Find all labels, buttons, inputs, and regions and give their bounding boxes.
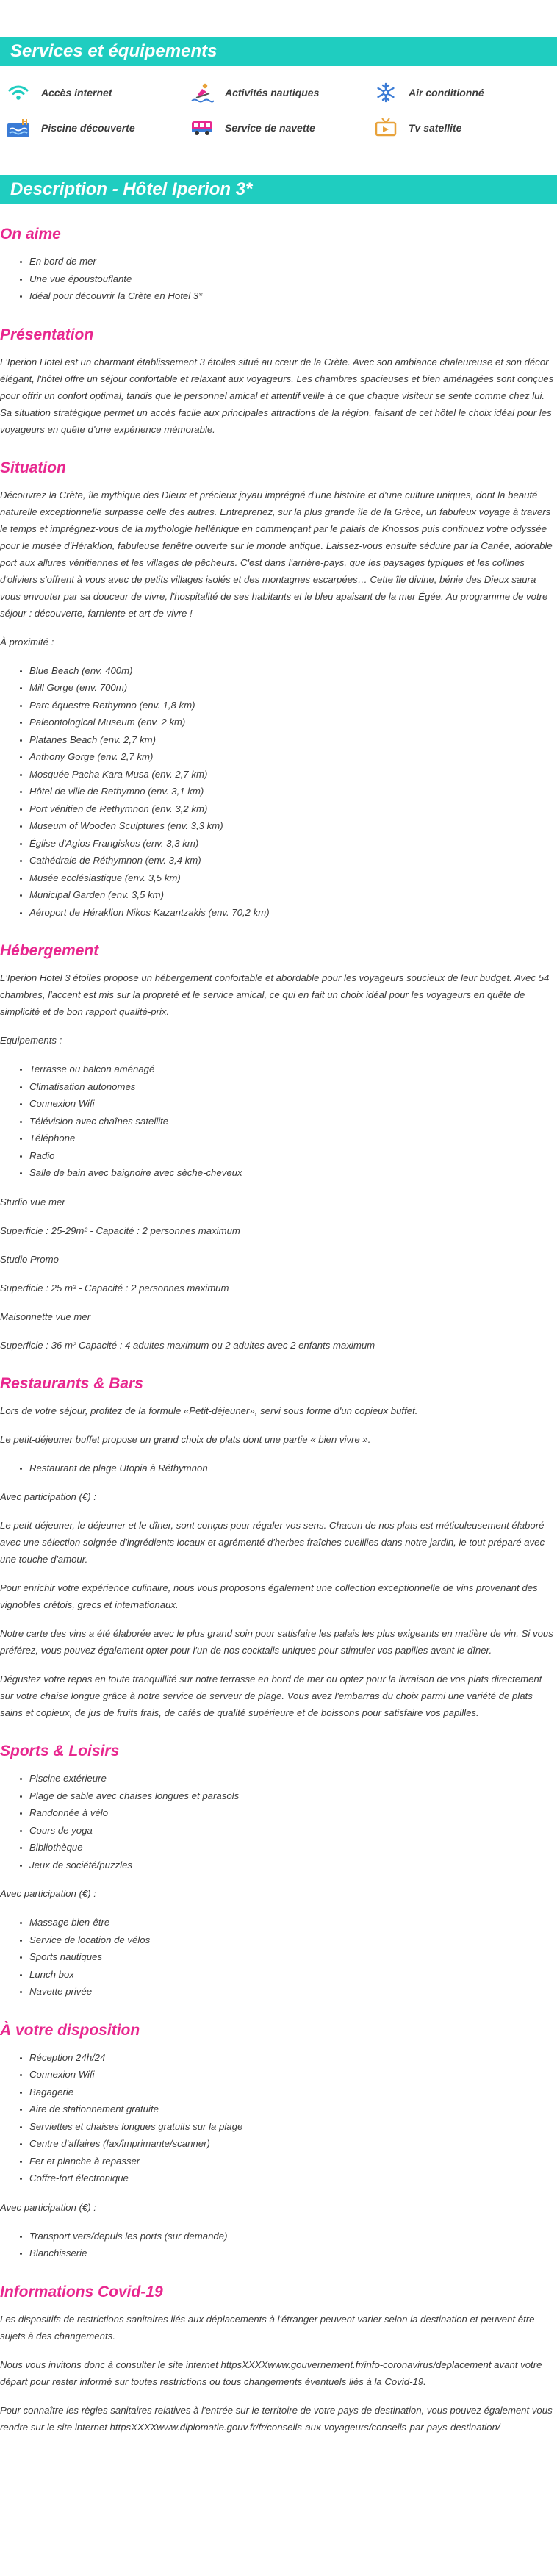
service-internet: [6, 81, 190, 104]
list-item: • Connexion Wifi: [29, 2066, 557, 2084]
covid-text: Pour connaître les règles sanitaires relatives à l'entrée sur le territoire de votre pays de destination, vous pouvez également vous rendre sur le site internet httpsXXXXwww.diplomatie.gouv.fr/fr/conseils-aux-voyageurs/conseils-par-pays-destination/: [0, 2404, 553, 2433]
list-item: • Service de location de vélos: [29, 1931, 557, 1949]
list-item: • Mill Gorge (env. 700m): [29, 679, 557, 697]
services-header: Services et équipements: [0, 37, 557, 66]
covid-text: Nous vous invitons donc à consulter le site internet httpsXXXXwww.gouvernement.fr/info-coronavirus/deplacement avant votre départ pour rester informé sur toutes restrictions ou tous changements éventuels liés à la Covid-19.: [0, 2358, 542, 2387]
service-pool: [6, 116, 190, 140]
list-item: • Blue Beach (env. 400m): [29, 662, 557, 680]
list-item: • Cours de yoga: [29, 1822, 557, 1840]
list-item: • Salle de bain avec baignoire avec sèche-cheveux: [29, 1164, 557, 1182]
description-content: [0, 225, 557, 2436]
list-item: • Jeux de société/puzzles: [29, 1856, 557, 1874]
service-label: Activités nautiques: [225, 87, 320, 98]
list-item: • Sports nautiques: [29, 1948, 557, 1966]
restaurants-text: Lors de votre séjour, profitez de la formule «Petit-déjeuner», servi sous forme d'un copieux buffet.: [0, 1404, 418, 1416]
equipements-list: [0, 1061, 557, 1182]
restaurants-text: Le petit-déjeuner, le déjeuner et le dîner, sont conçus pour régaler vos sens. Chacun de nos plats est méticuleusement élaboré avec une sélection soignée d'ingrédients locaux et agrémenté d'herbes fraîches cueillies dans notre jardin, le tout préparé avec une touche d'amour.: [0, 1520, 545, 1565]
list-item: • Hôtel de ville de Rethymno (env. 3,1 km): [29, 783, 557, 800]
service-label: Service de navette: [225, 122, 315, 134]
list-item: • Randonnée à vélo: [29, 1804, 557, 1822]
list-item: • Serviettes et chaises longues gratuits sur la plage: [29, 2118, 557, 2136]
service-label: Accès internet: [41, 87, 112, 98]
covid-title: Informations Covid-19: [0, 2283, 163, 2300]
list-item: • Paleontological Museum (env. 2 km): [29, 714, 557, 731]
list-item: • Centre d'affaires (fax/imprimante/scanner): [29, 2135, 557, 2153]
service-air-conditioning: [373, 81, 557, 104]
room-details: Superficie : 36 m² Capacité : 4 adultes maximum ou 2 adultes avec 2 enfants maximum: [0, 1339, 375, 1351]
sports-list: [0, 1770, 557, 1873]
list-item: • Télévision avec chaînes satellite: [29, 1113, 557, 1130]
list-item: • Transport vers/depuis les ports (sur demande): [29, 2228, 557, 2245]
description-header: Description - Hôtel Iperion 3*: [0, 175, 557, 204]
proximity-list: [0, 662, 557, 922]
list-item: • Connexion Wifi: [29, 1095, 557, 1113]
on-aime-title: On aime: [0, 226, 61, 243]
equipements-label: Equipements :: [0, 1035, 62, 1046]
services-grid: [0, 66, 557, 157]
list-item: • Port vénitien de Rethymnon (env. 3,2 km): [29, 800, 557, 818]
restaurants-list: [0, 1460, 557, 1477]
list-item: • Une vue époustouflante: [29, 270, 557, 288]
hotel-description-page: [0, 37, 557, 2436]
hebergement-text: L'Iperion Hotel 3 étoiles propose un hébergement confortable et abordable pour les voyageurs soucieux de leur budget. Avec 54 chambres, l'accent est mis sur la propreté et le service amical, ce qui en fait un choix idéal pour les voyageurs en quête de simplicité et de bon rapport qualité-prix.: [0, 972, 550, 1017]
list-item: • Fer et planche à repasser: [29, 2153, 557, 2170]
water-sports-icon: [190, 82, 215, 104]
list-item: • Plage de sable avec chaises longues et parasols: [29, 1787, 557, 1805]
service-label: Air conditionné: [409, 87, 484, 98]
list-item: • Cathédrale de Réthymnon (env. 3,4 km): [29, 852, 557, 869]
list-item: • En bord de mer: [29, 253, 557, 270]
list-item: • Terrasse ou balcon aménagé: [29, 1061, 557, 1078]
sports-title: Sports & Loisirs: [0, 1743, 120, 1759]
room-name: Studio Promo: [0, 1253, 59, 1265]
pool-icon: [6, 117, 31, 139]
list-item: • Coffre-fort électronique: [29, 2170, 557, 2187]
restaurants-text: Notre carte des vins a été élaborée avec le plus grand soin pour satisfaire les palais les plus exigeants en matière de vin. Si vous préférez, vous pouvez également opter pour l'un de nos cocktails uniques pour stimuler vos papilles avant le dîner.: [0, 1628, 553, 1656]
service-water-sports: [190, 81, 373, 104]
list-item: • Municipal Garden (env. 3,5 km): [29, 886, 557, 904]
list-item: • Mosquée Pacha Kara Musa (env. 2,7 km): [29, 766, 557, 783]
list-item: • Blanchisserie: [29, 2245, 557, 2262]
participation-label: Avec participation (€) :: [0, 1888, 96, 1899]
proximity-label: À proximité :: [0, 636, 54, 647]
room-name: Maisonnette vue mer: [0, 1310, 91, 1322]
disposition-title: À votre disposition: [0, 2021, 140, 2039]
air-conditioning-icon: [373, 82, 398, 104]
covid-text: Les dispositifs de restrictions sanitaires liés aux déplacements à l'étranger peuvent varier selon la destination et peuvent être sujets à des changements.: [0, 2313, 535, 2342]
presentation-text: L'Iperion Hotel est un charmant établissement 3 étoiles situé au cœur de la Crète. Avec son ambiance chaleureuse et son décor élégant, l'hôtel offre un séjour confortable et relaxant aux voyageurs. Les chambres spacieuses et bien aménagées sont conçues pour offrir un confort optimal, tandis que le personnel amical et attentif veille à ce que chaque visiteur se sente comme chez lui. Sa situation stratégique permet un accès facile aux principales attractions de la région, faisant de cet hôtel le choix idéal pour les voyageurs en quête d'une expérience mémorable.: [0, 356, 554, 435]
disposition-list: [0, 2049, 557, 2187]
list-item: • Restaurant de plage Utopia à Réthymnon: [29, 1460, 557, 1477]
list-item: • Aéroport de Héraklion Nikos Kazantzakis (env. 70,2 km): [29, 904, 557, 922]
list-item: • Aire de stationnement gratuite: [29, 2100, 557, 2118]
participation-label: Avec participation (€) :: [0, 2201, 96, 2213]
list-item: • Platanes Beach (env. 2,7 km): [29, 731, 557, 749]
participation-label: Avec participation (€) :: [0, 1491, 96, 1502]
list-item: • Climatisation autonomes: [29, 1078, 557, 1096]
service-label: Tv satellite: [409, 122, 462, 134]
list-item: • Église d'Agios Frangiskos (env. 3,3 km): [29, 835, 557, 853]
sports-paid-list: [0, 1914, 557, 2001]
list-item: • Bibliothèque: [29, 1839, 557, 1856]
list-item: • Radio: [29, 1147, 557, 1165]
list-item: • Piscine extérieure: [29, 1770, 557, 1787]
hebergement-title: Hébergement: [0, 942, 99, 959]
list-item: • Idéal pour découvrir la Crète en Hotel 3*: [29, 287, 557, 305]
list-item: • Lunch box: [29, 1966, 557, 1984]
presentation-title: Présentation: [0, 326, 94, 343]
room-details: Superficie : 25 m² - Capacité : 2 personnes maximum: [0, 1282, 229, 1294]
list-item: • Navette privée: [29, 1983, 557, 2001]
list-item: • Bagagerie: [29, 2084, 557, 2101]
room-details: Superficie : 25-29m² - Capacité : 2 personnes maximum: [0, 1224, 240, 1236]
wifi-icon: [6, 82, 31, 104]
situation-title: Situation: [0, 459, 66, 476]
restaurants-text: Pour enrichir votre expérience culinaire, nous vous proposons également une collection exceptionnelle de vins provenant des vignobles crétois, grecs et internationaux.: [0, 1582, 538, 1610]
list-item: • Musée ecclésiastique (env. 3,5 km): [29, 869, 557, 887]
service-shuttle: [190, 116, 373, 140]
on-aime-list: [0, 253, 557, 305]
restaurants-text: Le petit-déjeuner buffet propose un grand choix de plats dont une partie « bien vivre ».: [0, 1433, 371, 1445]
list-item: • Museum of Wooden Sculptures (env. 3,3 km): [29, 817, 557, 835]
restaurants-title: Restaurants & Bars: [0, 1374, 143, 1392]
service-label: Piscine découverte: [41, 122, 135, 134]
restaurants-text: Dégustez votre repas en toute tranquillité sur notre terrasse en bord de mer ou optez pour la livraison de vos plats directement sur votre chaise longue grâce à notre service de serveur de plage. Vous avez l'embarras du choix parmi une variété de plats sains et copieux, de jus de fruits frais, de cafés de qualité supérieure et de boissons pour satisfaire vos papilles.: [0, 1673, 542, 1718]
room-name: Studio vue mer: [0, 1196, 65, 1208]
satellite-tv-icon: [373, 117, 398, 139]
list-item: • Réception 24h/24: [29, 2049, 557, 2067]
list-item: • Massage bien-être: [29, 1914, 557, 1931]
situation-text: Découvrez la Crète, île mythique des Dieux et précieux joyau imprégné d'une histoire et d'une culture uniques, dont la beauté naturelle exceptionnelle surpasse celle des autres. Entreprenez, sur la plus grande île de la Grèce, un fabuleux voyage à travers le temps et imprégnez-vous de la mythologie hellénique en commençant par le palais de Knossos puis continuez votre odyssée pour le musée d'Héraklion, fabuleuse fenêtre ouverte sur le monde antique. Laissez-vous ensuite séduire par la Canée, adorable port aux allures vénitiennes et les villages de pêcheurs. C'est dans l'arrière-pays, que les paysages typiques et les collines d'oliviers s'offrent à vous avec de petits villages isolés et des montagnes escarpées… Cette île divine, bénie des Dieux saura vous envouter par sa douceur de vivre, l'hospitalité de ses habitants et le bleu apaisant de la mer Égée. Au programme de votre séjour : découverte, farniente et art de vivre !: [0, 489, 553, 619]
list-item: • Téléphone: [29, 1130, 557, 1147]
shuttle-icon: [190, 117, 215, 139]
service-satellite-tv: [373, 116, 557, 140]
list-item: • Parc équestre Rethymno (env. 1,8 km): [29, 697, 557, 714]
disposition-paid-list: [0, 2228, 557, 2262]
list-item: • Anthony Gorge (env. 2,7 km): [29, 748, 557, 766]
